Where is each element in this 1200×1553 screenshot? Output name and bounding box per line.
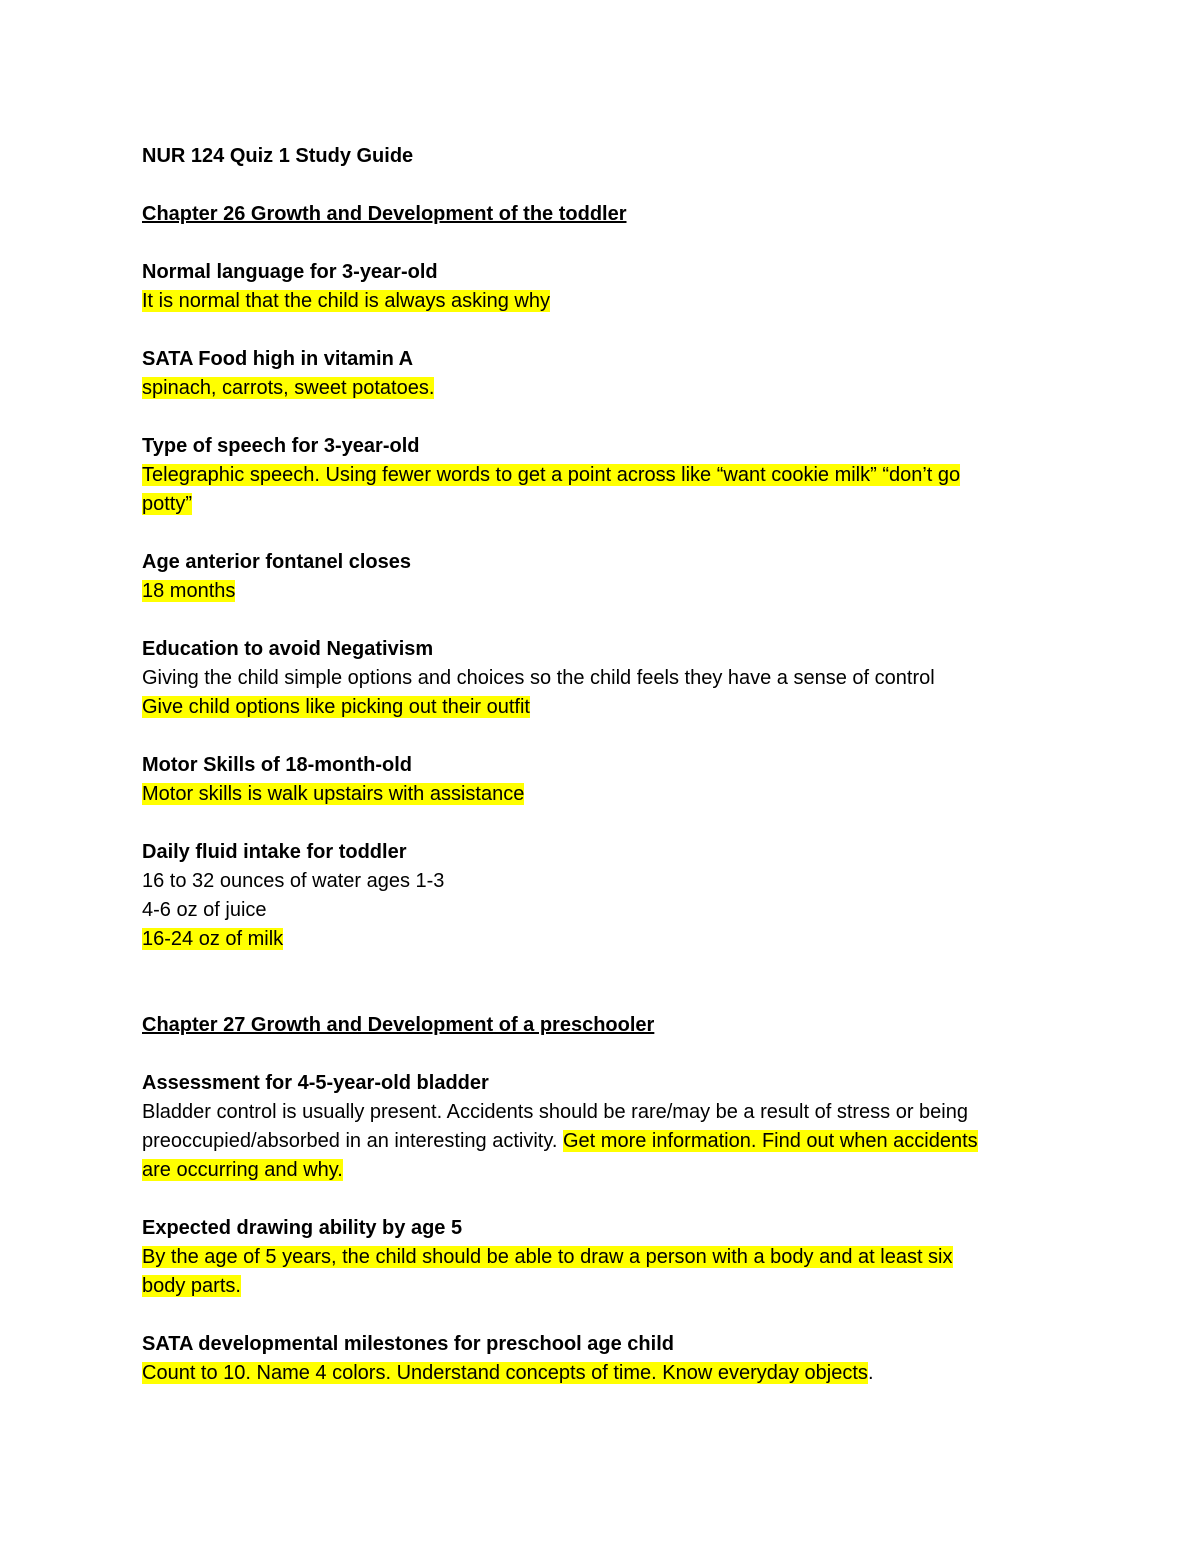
answer-drawing-line1: By the age of 5 years, the child should be able to draw a person with a body and at least six	[142, 1246, 953, 1268]
answer-milestones: Count to 10. Name 4 colors. Understand concepts of time. Know everyday objects	[142, 1362, 868, 1384]
answer-type-of-speech-line1: Telegraphic speech. Using fewer words to get a point across like “want cookie milk” “don’t go	[142, 464, 961, 486]
question-negativism: Education to avoid Negativism	[142, 638, 434, 660]
answer-negativism: Give child options like picking out their outfit	[142, 696, 530, 718]
answer-milestones-period: .	[867, 1362, 874, 1384]
answer-type-of-speech-line2: potty”	[142, 493, 193, 515]
chapter-26-heading: Chapter 26 Growth and Development of the toddler	[142, 203, 627, 225]
fluid-intake-water: 16 to 32 ounces of water ages 1-3	[142, 870, 445, 892]
note-negativism: Giving the child simple options and choices so the child feels they have a sense of control	[142, 667, 935, 689]
answer-motor-skills: Motor skills is walk upstairs with assistance	[142, 783, 525, 805]
document-body	[142, 142, 1072, 1388]
question-bladder: Assessment for 4-5-year-old bladder	[142, 1072, 489, 1094]
bladder-text-line1: Bladder control is usually present. Accidents should be rare/may be a result of stress or being	[142, 1101, 968, 1123]
answer-bladder-line3: are occurring and why.	[142, 1159, 343, 1181]
question-drawing-ability: Expected drawing ability by age 5	[142, 1217, 463, 1239]
document-title: NUR 124 Quiz 1 Study Guide	[142, 145, 414, 167]
fluid-intake-juice: 4-6 oz of juice	[142, 899, 267, 921]
question-normal-language: Normal language for 3-year-old	[142, 261, 438, 283]
question-fontanel: Age anterior fontanel closes	[142, 551, 411, 573]
bladder-text-line2: preoccupied/absorbed in an interesting activity.	[142, 1130, 563, 1152]
question-milestones: SATA developmental milestones for preschool age child	[142, 1333, 674, 1355]
answer-fluid-intake-milk: 16-24 oz of milk	[142, 928, 284, 950]
question-type-of-speech: Type of speech for 3-year-old	[142, 435, 420, 457]
answer-bladder-line2: Get more information. Find out when accidents	[563, 1130, 978, 1152]
answer-drawing-line2: body parts.	[142, 1275, 241, 1297]
question-fluid-intake: Daily fluid intake for toddler	[142, 841, 407, 863]
answer-normal-language: It is normal that the child is always asking why	[142, 290, 550, 312]
chapter-27-heading: Chapter 27 Growth and Development of a preschooler	[142, 1014, 655, 1036]
answer-vitamin-a: spinach, carrots, sweet potatoes.	[142, 377, 435, 399]
question-motor-skills: Motor Skills of 18-month-old	[142, 754, 412, 776]
answer-fontanel: 18 months	[142, 580, 236, 602]
question-vitamin-a: SATA Food high in vitamin A	[142, 348, 414, 370]
